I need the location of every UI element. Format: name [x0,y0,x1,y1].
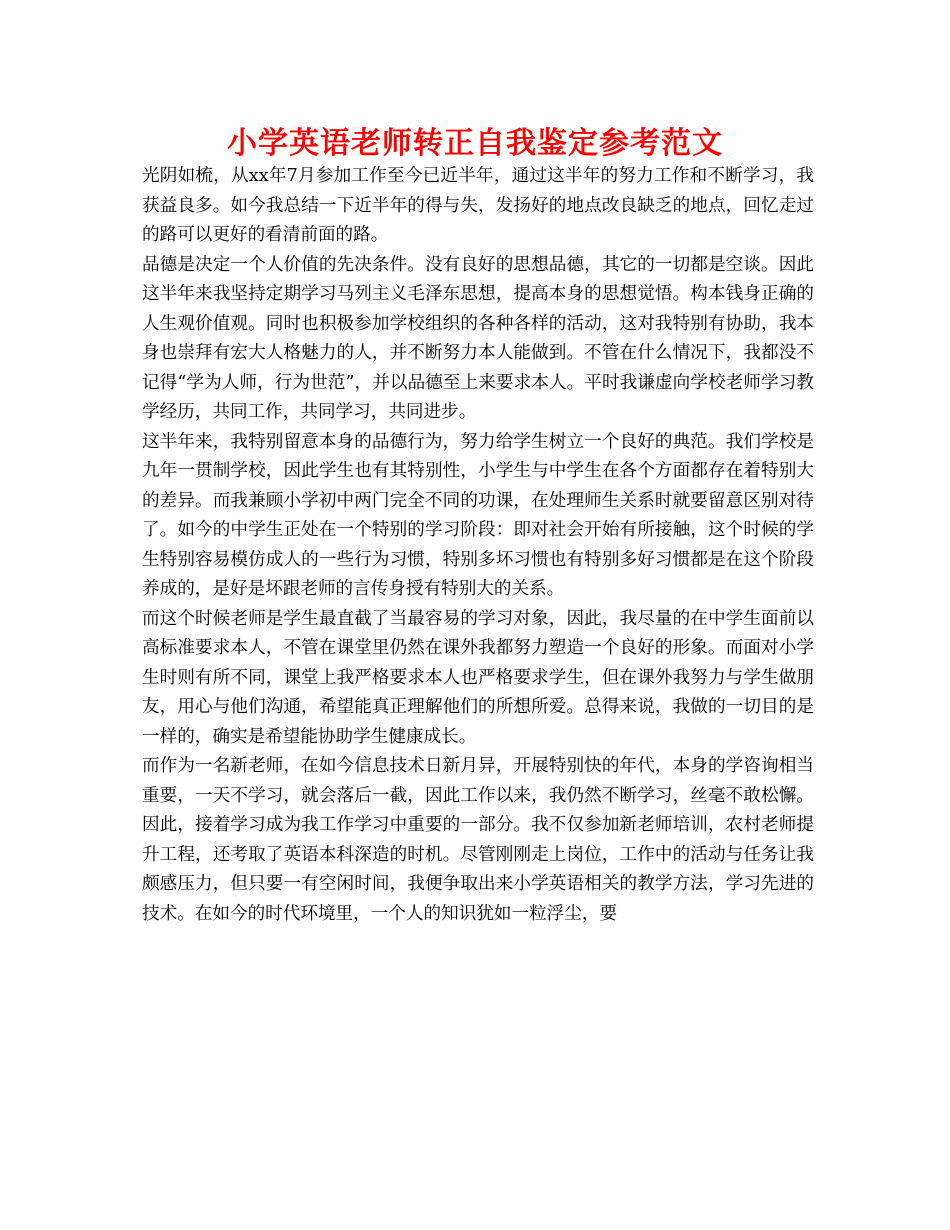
paragraph-1: 光阴如梳，从xx年7月参加工作至今已近半年，通过这半年的努力工作和不断学习，我获益良多。如今我总结一下近半年的得与失，发扬好的地点改良缺乏的地点，回忆走过的路可以更好的看清前面的路。 [142,166,814,245]
paragraph-3: 这半年来，我特别留意本身的品德行为，努力给学生树立一个良好的典范。我们学校是九年一贯制学校，因此学生也有其特别性，小学生与中学生在各个方面都存在着特别大的差异。而我兼顾小学初中两门完全不同的功课，在处理师生关系时就要留意区别对待了。如今的中学生正处在一个特别的学习阶段：即对社会开始有所接触，这个时候的学生特别容易模仿成人的一些行为习惯，特别多坏习惯也有特别多好习惯都是在这个阶段养成的，是好是坏跟老师的言传身授有特别大的关系。 [142,431,814,599]
document-body [142,162,814,929]
paragraph-2: 品德是决定一个人价值的先决条件。没有良好的思想品德，其它的一切都是空谈。因此这半年来我坚持定期学习马列主义毛泽东思想，提高本身的思想觉悟。构本钱身正确的人生观价值观。同时也积极参加学校组织的各种各样的活动，这对我特别有协助，我本身也崇拜有宏大人格魅力的人，并不断努力本人能做到。不管在什么情况下，我都没不记得“学为人师，行为世范”，并以品德至上来要求本人。平时我谦虚向学校老师学习教学经历，共同工作，共同学习，共同进步。 [142,254,814,422]
document-title: 小学英语老师转正自我鉴定参考范文 [227,126,723,161]
paragraph-4: 而这个时候老师是学生最直截了当最容易的学习对象，因此，我尽量的在中学生面前以高标准要求本人，不管在课堂里仍然在课外我都努力塑造一个良好的形象。而面对小学生时则有所不同，课堂上我严格要求本人也严格要求学生，但在课外我努力与学生做朋友，用心与他们沟通，希望能真正理解他们的所想所爱。总得来说，我做的一切目的是一样的，确实是希望能协助学生健康成长。 [142,608,814,747]
paragraph-5: 而作为一名新老师，在如今信息技术日新月异，开展特别快的年代，本身的学咨询相当重要，一天不学习，就会落后一截，因此工作以来，我仍然不断学习，丝毫不敢松懈。因此，接着学习成为我工作学习中重要的一部分。我不仅参加新老师培训，农村老师提升工程，还考取了英语本科深造的时机。尽管刚刚走上岗位，工作中的活动与任务让我颇感压力，但只要一有空闲时间，我便争取出来小学英语相关的教学方法，学习先进的技术。在如今的时代环境里，一个人的知识犹如一粒浮尘，要 [142,756,814,924]
